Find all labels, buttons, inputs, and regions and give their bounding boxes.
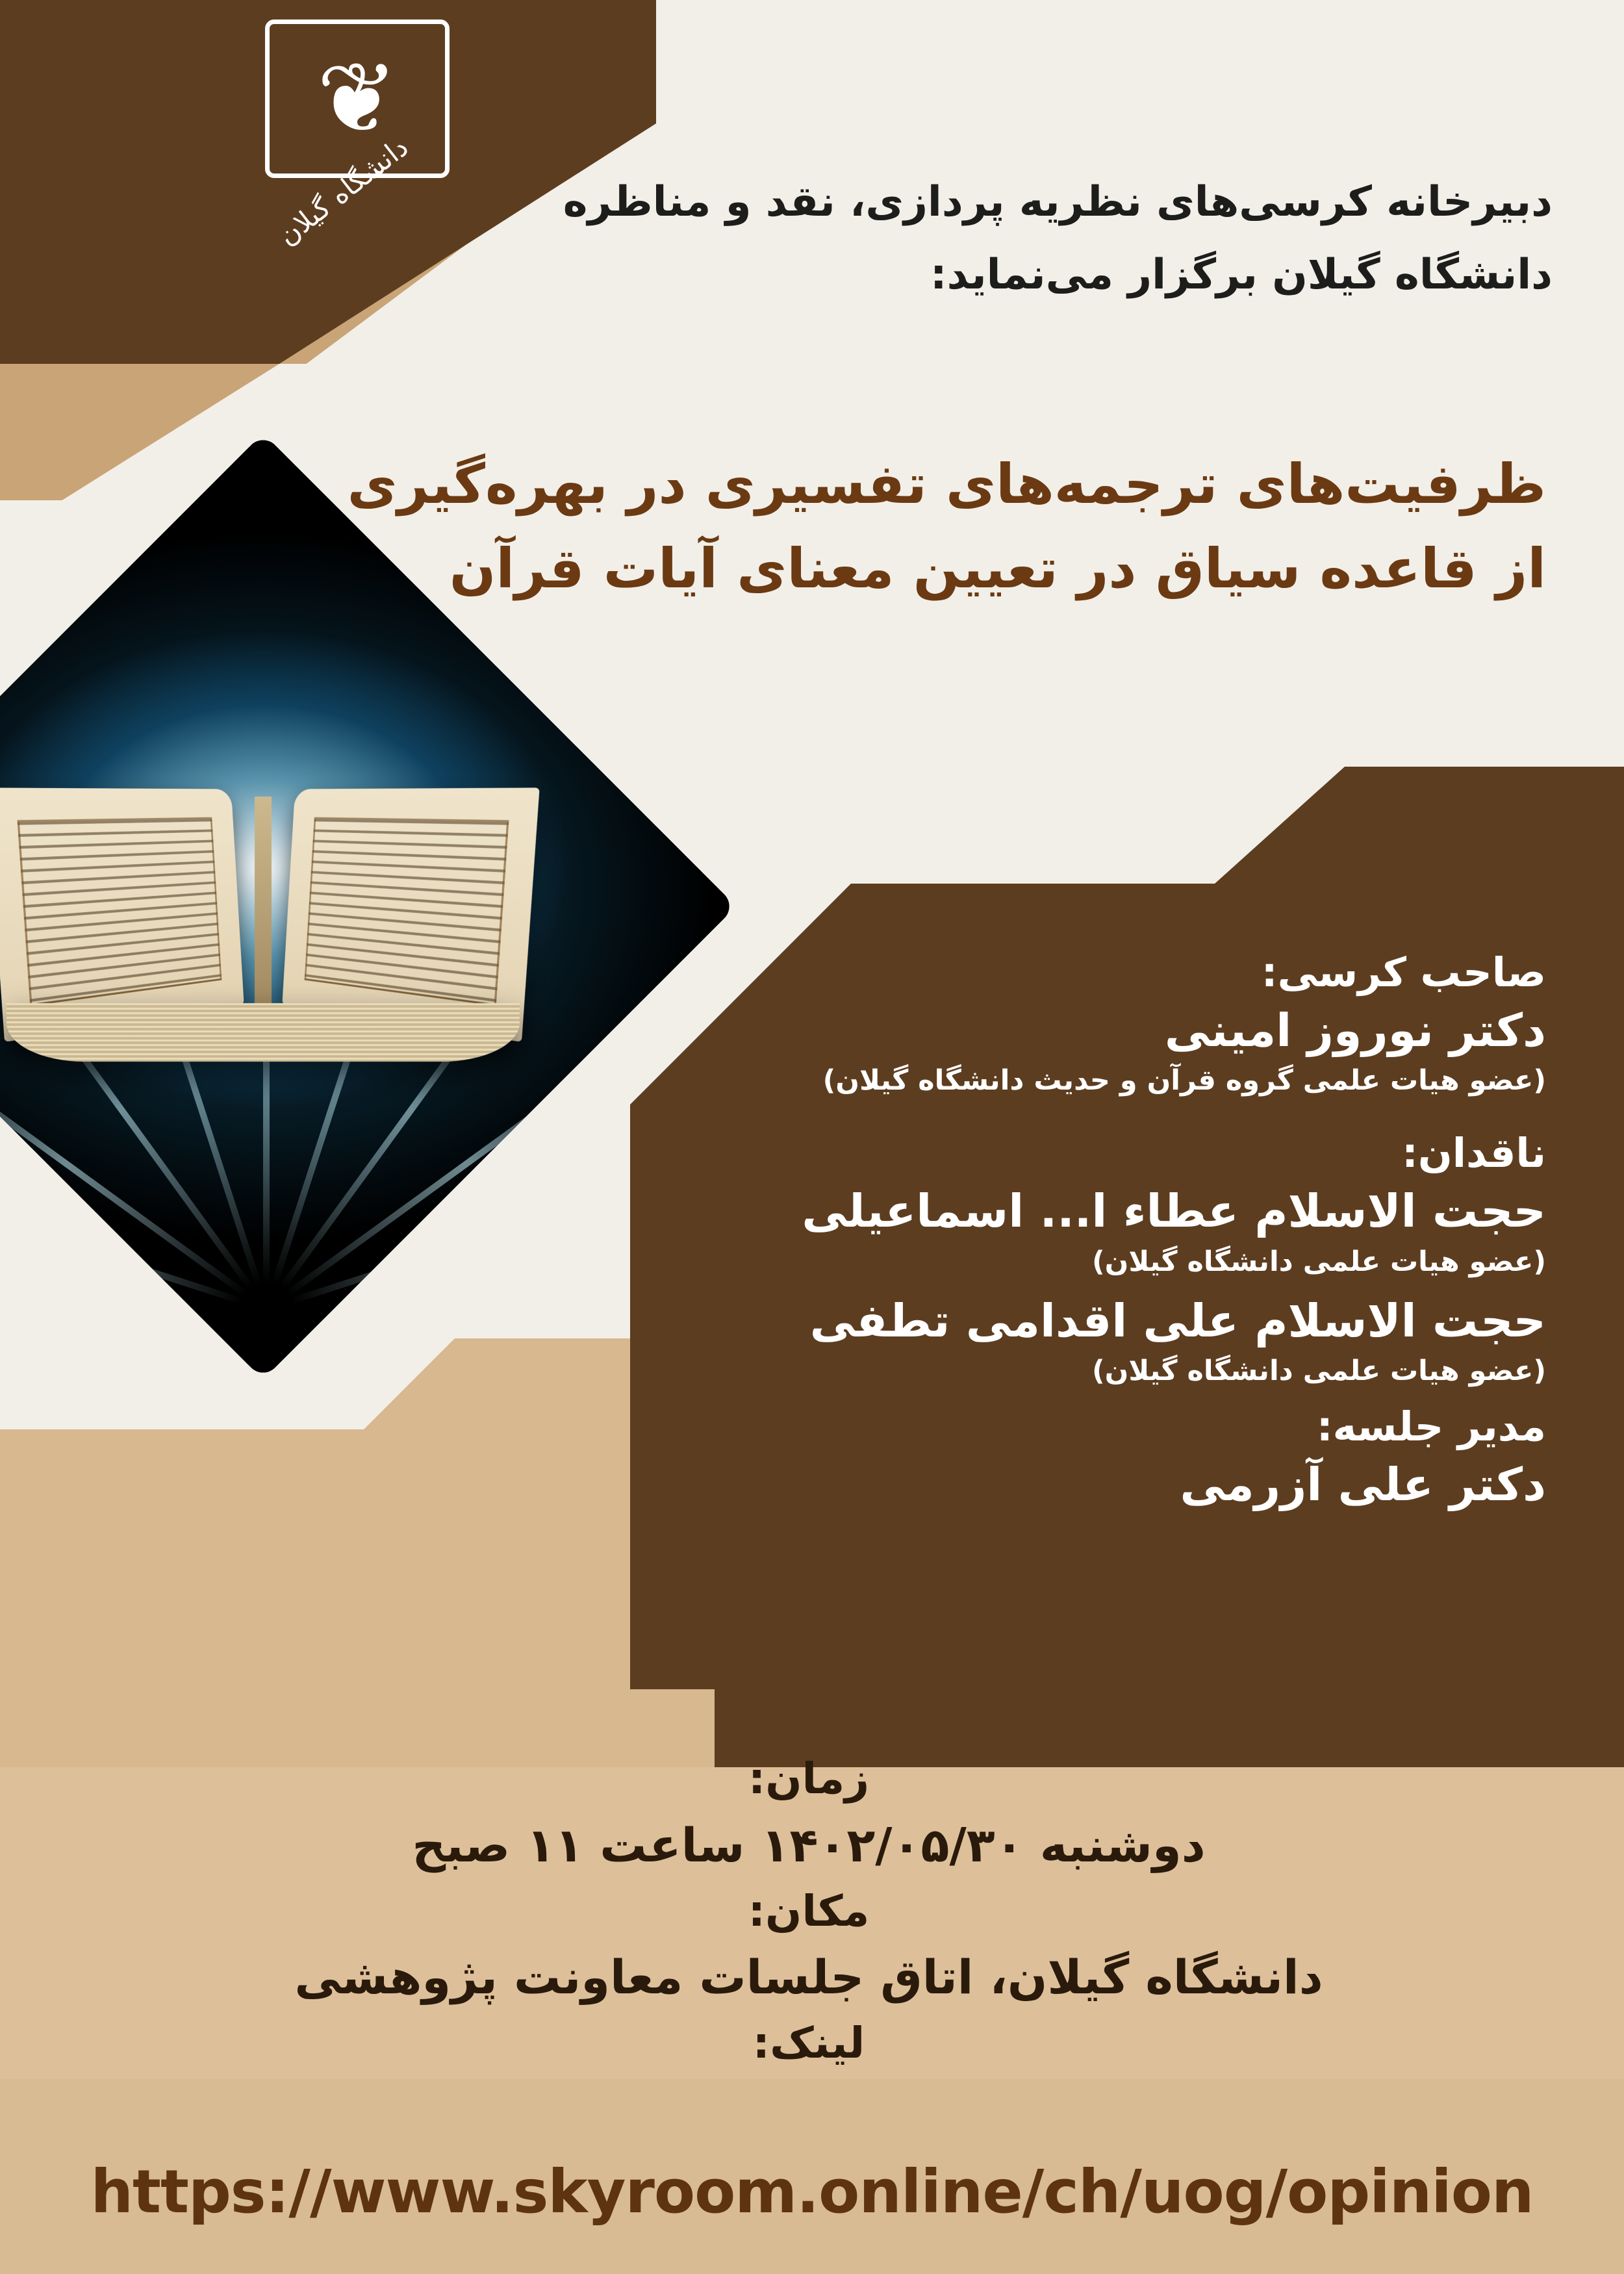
chair-name: دکتر نوروز امینی xyxy=(1164,1003,1546,1057)
university-logo xyxy=(253,13,448,286)
place-value: دانشگاه گیلان، اتاق جلسات معاونت پژوهشی xyxy=(294,1950,1323,2005)
title-line-1: ظرفیت‌های ترجمه‌های تفسیری در بهره‌گیری xyxy=(347,452,1546,516)
link-label: لینک: xyxy=(752,2018,865,2069)
intro-line-2: دانشگاه گیلان برگزار می‌نماید: xyxy=(930,251,1553,299)
critics-role-label: ناقدان: xyxy=(1402,1129,1546,1177)
moderator-name: دکتر علی آزرمی xyxy=(1180,1458,1546,1512)
time-label: زمان: xyxy=(748,1754,870,1804)
place-label: مکان: xyxy=(748,1885,870,1936)
event-details xyxy=(110,1748,1507,2075)
book-page-stack xyxy=(6,1003,520,1062)
time-value: دوشنبه ۱۴۰۲/۰۵/۳۰ ساعت ۱۱ صبح xyxy=(412,1817,1206,1872)
title-line-2: از قاعده سیاق در تعیین معنای آیات قرآن xyxy=(449,537,1546,601)
logo-caption: دانشگاه گیلان xyxy=(272,131,414,252)
critic-1-affiliation: (عضو هیات علمی دانشگاه گیلان) xyxy=(1091,1245,1546,1278)
critic-2-name: حجت الاسلام علی اقدامی تطفی xyxy=(809,1294,1546,1348)
chair-role-label: صاحب کرسی: xyxy=(1261,949,1546,996)
chair-affiliation: (عضو هیات علمی گروه قرآن و حدیث دانشگاه گیلان) xyxy=(822,1064,1546,1097)
speakers-block xyxy=(559,945,1546,1516)
intro-text xyxy=(448,166,1553,311)
open-book-graphic xyxy=(0,789,536,1062)
intro-line-1: دبیرخانه کرسی‌های نظریه پردازی، نقد و مناظره xyxy=(563,178,1553,226)
meeting-link[interactable]: https://www.skyroom.online/ch/uog/opinion xyxy=(90,2157,1534,2227)
logo-frame xyxy=(265,19,450,178)
critic-1-name: حجت الاسلام عطاء ا... اسماعیلی xyxy=(802,1184,1546,1238)
critic-2-affiliation: (عضو هیات علمی دانشگاه گیلان) xyxy=(1091,1355,1546,1388)
book-spine xyxy=(255,797,272,1036)
logo-emblem-icon: ❦ xyxy=(316,42,398,155)
moderator-role-label: مدیر جلسه: xyxy=(1316,1403,1546,1451)
